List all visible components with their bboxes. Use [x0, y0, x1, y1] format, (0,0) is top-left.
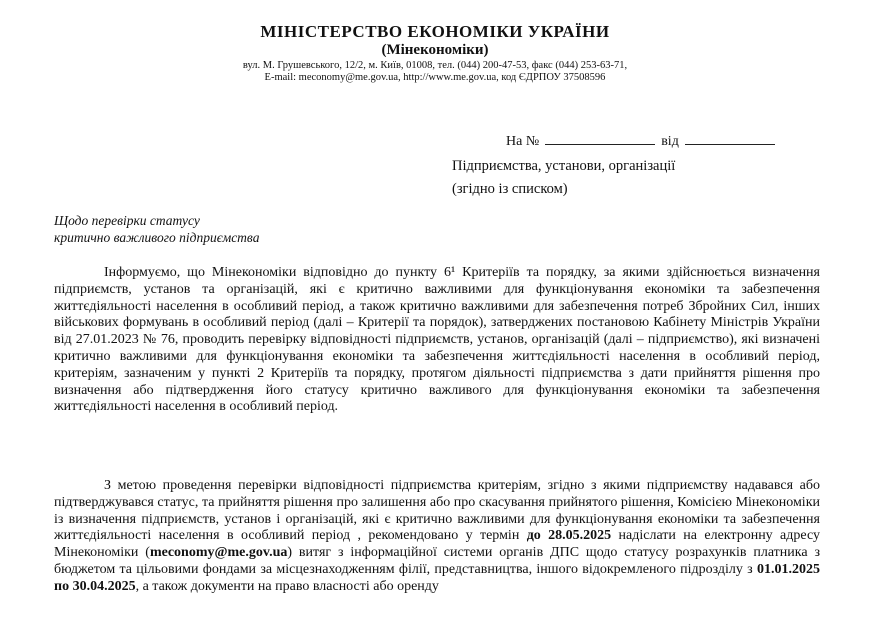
period-end-date: 30.04.2025	[72, 578, 136, 594]
ministry-name: МІНІСТЕРСТВО ЕКОНОМІКИ УКРАЇНИ	[260, 22, 610, 41]
paragraph-1-text: Інформуємо, що Мінекономіки відповідно до пункту 6¹ Критеріїв та порядку, за якими здійснюється визначення підприємств, установ та організацій, які є критично важливими для функціонування економіки та забезпечення життєдіяльності населення в особливий період, а також критично важливими для забезпечення потреб Збройних Сил, інших військових формувань в особливий період (далі – Критерії та порядок), затверджених постановою Кабінету Міністрів України від 27.01.2023 № 76, проводить перевірку відповідності підприємств, установ, організацій (далі – підприємство), які визначені критично важливими для функціонування економіки та забезпечення життєдіяльності населення в особливий період, критеріям, зазначеним у пункті 2 Критеріїв та порядку, протягом діяльності підприємства з дати прийняття рішення про визначення або підтвердження його статусу критично важливого для функціонування економіки та забезпечення життєдіяльності населення в особливий період.	[54, 265, 820, 415]
date-blank	[685, 132, 775, 145]
period-start-date: 01.01.2025	[757, 561, 820, 577]
outgoing-number-line	[506, 132, 775, 150]
addressee-note: (згідно із списком)	[452, 181, 568, 197]
body-paragraph-2	[54, 478, 820, 596]
email-address: meconomy@me.gov.ua	[149, 545, 288, 561]
outgoing-number-label: На №	[506, 134, 540, 149]
ministry-short-name: (Мінекономіки)	[381, 42, 489, 58]
addressee-line: Підприємства, установи, організації	[452, 158, 676, 174]
paragraph-2-text	[54, 478, 820, 596]
number-blank	[545, 132, 655, 145]
paragraph-2-part-2: надіслати на електронну адресу Мінекономіки (	[54, 528, 820, 561]
period-po: по	[54, 578, 70, 594]
paragraph-2-part-3: ) витяг з інформаційної системи органів ДПС щодо статусу розрахунків платника з бюджетом та цільовими фондами за місцезнаходженням філії, представництва, іншого відокремленого підрозділу з	[54, 545, 820, 577]
subject-line-1: Щодо перевірки статусу	[54, 213, 200, 228]
paragraph-2-part-4: , а також документи на право власності або оренду	[135, 578, 439, 594]
paragraph-2-part-1: З метою проведення перевірки відповідності підприємства критеріям, згідно з якими підприємству надавався або підтверджувався статус, та прийняття рішення про залишення або про скасування прийнятого рішення, Комісією Мінекономіки із визначення підприємств, установ і організацій, які є критично важливими для функціонування економіки та забезпечення життєдіяльності населення в особливий період , рекомендовано у термін	[54, 478, 820, 544]
ministry-contacts: E-mail: meconomy@me.gov.ua, http://www.me.gov.ua, код ЄДРПОУ 37508596	[264, 72, 606, 83]
subject-line-2: критично важливого підприємства	[54, 230, 260, 245]
body-paragraph-1	[54, 265, 820, 416]
ministry-address: вул. М. Грушевського, 12/2, м. Київ, 01008, тел. (044) 200-47-53, факс (044) 253-63-71,	[242, 60, 628, 71]
deadline-date: до 28.05.2025	[526, 528, 612, 544]
outgoing-date-label: від	[661, 134, 679, 149]
